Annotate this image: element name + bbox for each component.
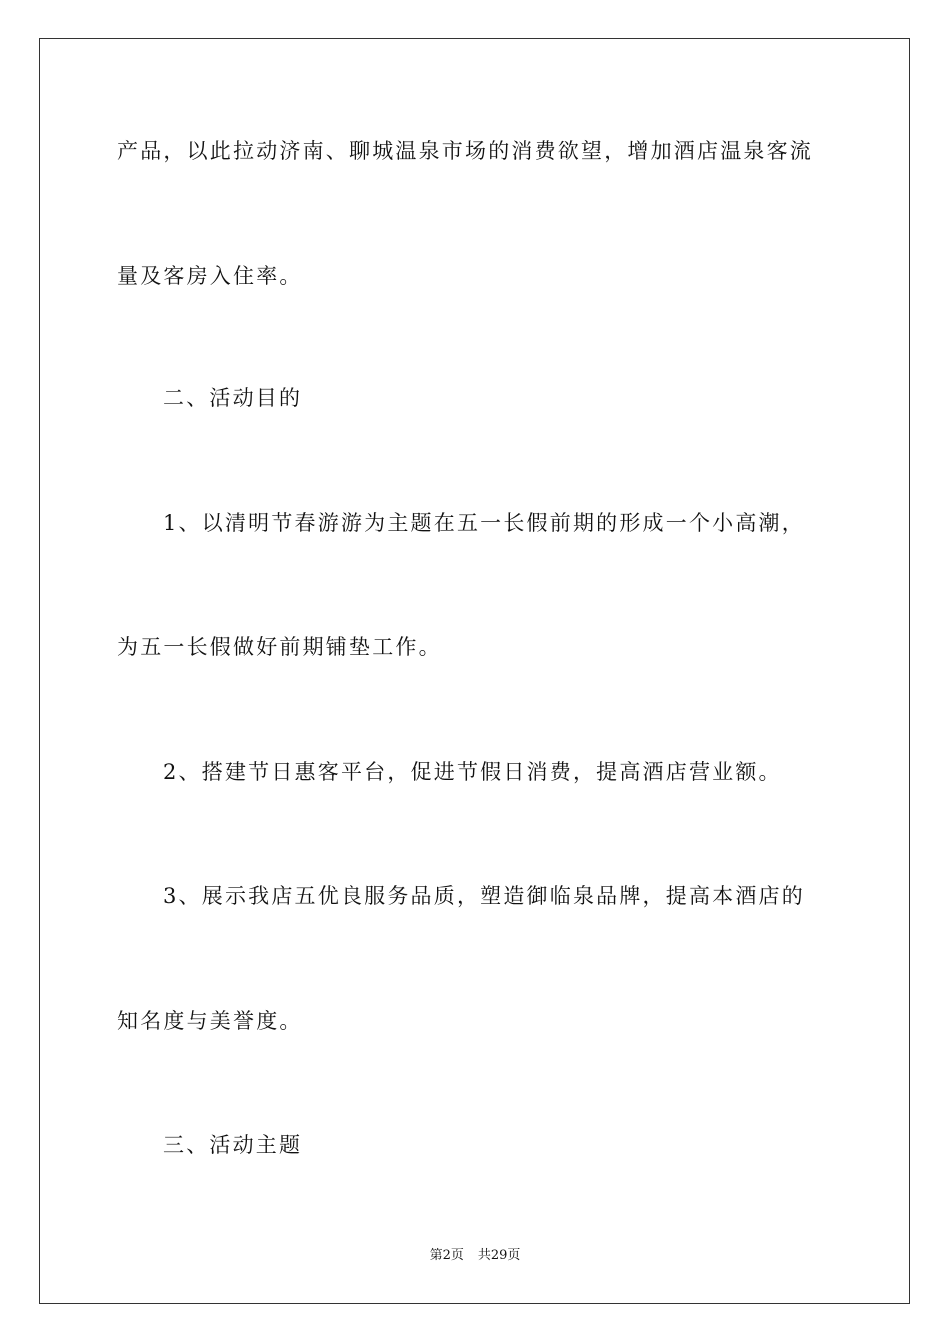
page-number: 第2页 [429,1248,464,1263]
page-frame [39,38,910,1304]
list-item: 1、以清明节春游游为主题在五一长假前期的形成一个小高潮， [163,511,805,535]
list-item: 3、展示我店五优良服务品质，塑造御临泉品牌，提高本酒店的 [163,884,805,908]
body-text-line: 为五一长假做好前期铺垫工作。 [117,635,442,659]
list-item: 2、搭建节日惠客平台，促进节假日消费，提高酒店营业额。 [163,760,782,784]
body-text-line: 产品，以此拉动济南、聊城温泉市场的消费欲望，增加酒店温泉客流 [117,139,813,163]
body-text-line: 量及客房入住率。 [117,264,303,288]
page-total: 共29页 [477,1248,521,1263]
section-heading: 二、活动目的 [163,386,303,410]
body-text-line: 知名度与美誉度。 [117,1009,303,1033]
page-footer [0,1247,950,1265]
section-heading: 三、活动主题 [163,1133,303,1157]
